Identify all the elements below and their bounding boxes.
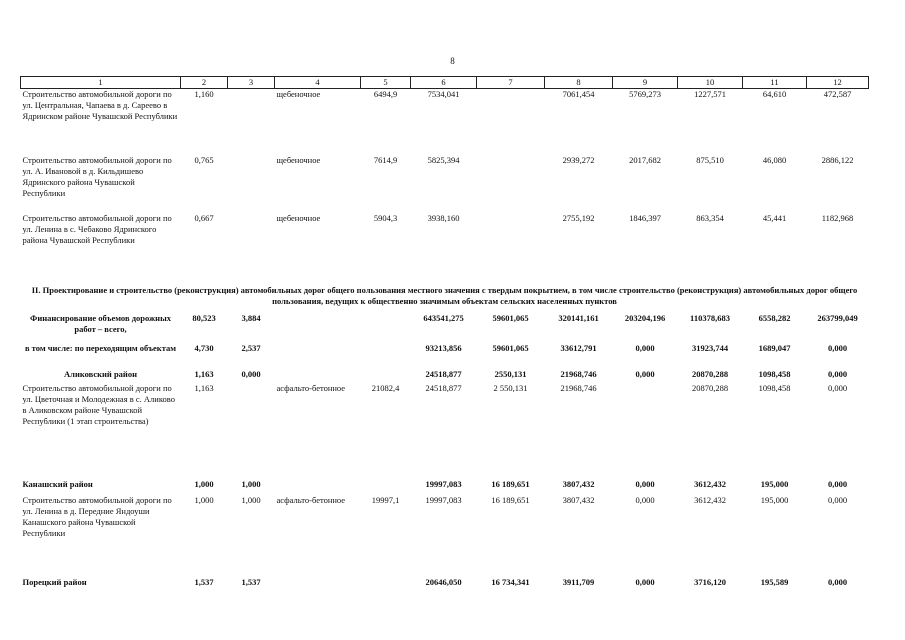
value-cell: 320141,161 (558, 312, 599, 323)
value-cell: 0,000 (635, 576, 655, 587)
value-cell (228, 155, 275, 213)
col-header: 12 (807, 77, 869, 89)
value-cell: 110378,683 (690, 312, 730, 323)
value-cell: 7061,454 (562, 89, 595, 99)
value-cell: 1227,571 (694, 89, 726, 99)
value-cell: 1846,397 (629, 212, 661, 223)
value-cell: 19997,083 (425, 494, 462, 505)
value-cell: асфальто-бетонное (276, 382, 346, 393)
value-cell: 0,667 (194, 212, 214, 223)
col-header: 7 (477, 77, 545, 89)
value-cell: 1,537 (194, 576, 214, 587)
value-cell (361, 577, 411, 593)
value-cell: 195,000 (760, 494, 789, 505)
col-header: 6 (411, 77, 477, 89)
value-cell: 24518,877 (425, 368, 462, 379)
value-cell: 3807,432 (562, 494, 595, 505)
value-cell: 0,000 (635, 494, 655, 505)
value-cell: 16 189,651 (491, 494, 530, 505)
value-cell: 195,000 (760, 478, 789, 489)
value-cell: 1,000 (241, 478, 261, 489)
value-cell: 0,000 (827, 478, 848, 489)
table-row (21, 479, 869, 495)
value-cell: 3,884 (241, 312, 261, 323)
value-cell (275, 369, 361, 383)
value-cell: 21968,746 (560, 382, 597, 393)
value-cell (361, 479, 411, 495)
value-cell: 0,000 (827, 368, 848, 379)
value-cell: 0,765 (194, 154, 214, 165)
value-cell: 3807,432 (562, 478, 595, 489)
table-row (21, 577, 869, 593)
value-cell (361, 369, 411, 383)
value-cell: 1,163 (194, 382, 214, 393)
value-cell: 31923,744 (691, 342, 729, 353)
value-cell: 3716,120 (694, 576, 726, 587)
value-cell: 1,000 (194, 494, 214, 505)
value-cell: щебеночное (276, 154, 321, 165)
row-name-cell: в том числе: по переходящим объектам (24, 342, 177, 353)
value-cell: 7614,9 (373, 154, 398, 165)
table-row (21, 343, 869, 369)
value-cell: асфальто-бетонное (276, 494, 346, 505)
col-header: 5 (361, 77, 411, 89)
table-row (21, 383, 869, 479)
col-header: 3 (228, 77, 275, 89)
value-cell: 19997,083 (425, 478, 462, 489)
value-cell: 64,610 (762, 89, 787, 99)
row-name-cell: Строительство автомобильной дороги по ул. А. Ивановой в д. Кильдишево Ядринского района Чувашской Республики (22, 154, 172, 198)
value-cell: 195,589 (760, 576, 789, 587)
row-name-cell: Порецкий район (22, 576, 87, 587)
value-cell: 2755,192 (562, 212, 595, 223)
value-cell: 0,000 (827, 382, 848, 393)
value-cell: 5904,3 (373, 212, 398, 223)
row-name-cell: Строительство автомобильной дороги по ул. Ленина в с. Чебаково Ядринского района Чувашской Республики (22, 212, 172, 245)
col-header: 10 (678, 77, 743, 89)
value-cell: 4,730 (194, 342, 214, 353)
value-cell (275, 577, 361, 593)
value-cell: 20646,050 (425, 576, 462, 587)
value-cell: 0,000 (635, 368, 655, 379)
value-cell: 0,000 (241, 368, 261, 379)
value-cell: 2017,682 (629, 154, 661, 165)
row-name-cell: Строительство автомобильной дороги по ул. Центральная, Чапаева в д. Сареево в Ядринском районе Чувашской Республики (22, 89, 178, 121)
section-row (21, 267, 869, 313)
value-cell: 0,000 (827, 342, 848, 353)
value-cell: 203204,196 (624, 312, 666, 323)
value-cell (361, 313, 411, 343)
value-cell: 21968,746 (560, 368, 597, 379)
col-header: 2 (181, 77, 228, 89)
column-number-row (21, 77, 869, 89)
value-cell (477, 155, 545, 213)
value-cell: 19997,1 (371, 494, 400, 505)
table-row (21, 369, 869, 383)
value-cell: щебеночное (276, 89, 321, 99)
value-cell: 2 550,131 (493, 382, 528, 393)
value-cell: 3612,432 (694, 494, 726, 505)
value-cell (228, 89, 275, 155)
table-row (21, 89, 869, 155)
value-cell: 3612,432 (694, 478, 726, 489)
section-title: II. Проектирование и строительство (реконструкция) автомобильных дорог общего пользования местного значения с твердым покрытием, в том числе строительство (реконструкция) автомобильных дорог общего пользования, ведущих к общественно значимым объектам сельских населенных пунктов (31, 284, 858, 306)
value-cell: 1,000 (194, 478, 214, 489)
value-cell (477, 213, 545, 267)
col-header: 11 (743, 77, 807, 89)
value-cell: 16 734,341 (491, 576, 530, 587)
value-cell: 24518,877 (425, 382, 462, 393)
row-name-cell: Строительство автомобильной дороги по ул. Ленина в д. Передние Яндоуши Канашского района Чувашской Республики (22, 494, 172, 538)
value-cell: 2550,131 (494, 368, 527, 379)
value-cell: 2886,122 (821, 154, 854, 165)
value-cell: 1,163 (194, 368, 214, 379)
value-cell: 20870,288 (691, 382, 729, 393)
table-row (21, 313, 869, 343)
value-cell: 472,587 (823, 89, 852, 99)
value-cell: 6558,282 (758, 312, 791, 323)
value-cell (228, 213, 275, 267)
value-cell: 1,537 (241, 576, 261, 587)
value-cell: 80,523 (192, 312, 216, 323)
value-cell: 1098,458 (758, 368, 791, 379)
page-number: 8 (450, 56, 455, 66)
value-cell: 0,000 (635, 478, 655, 489)
row-name-cell: Канашский район (22, 478, 93, 489)
value-cell: 1689,047 (758, 342, 791, 353)
value-cell: 3938,160 (427, 212, 460, 223)
value-cell (228, 383, 275, 479)
value-cell (275, 313, 361, 343)
value-cell: 7534,041 (427, 89, 460, 99)
value-cell (477, 89, 545, 155)
value-cell (361, 343, 411, 369)
value-cell: 0,000 (635, 342, 655, 353)
value-cell: 5825,394 (427, 154, 460, 165)
table-row (21, 213, 869, 267)
value-cell: 20870,288 (691, 368, 729, 379)
value-cell: 1098,458 (758, 382, 791, 393)
value-cell: 3911,709 (562, 576, 595, 587)
value-cell: 643541,275 (423, 312, 464, 323)
value-cell: 0,000 (827, 494, 848, 505)
program-table (20, 76, 869, 593)
value-cell: 263799,049 (817, 312, 858, 323)
value-cell: 5769,273 (629, 89, 661, 99)
value-cell: 46,080 (762, 154, 787, 165)
value-cell: щебеночное (276, 212, 321, 223)
row-name-cell: Строительство автомобильной дороги по ул. Цветочная и Молодежная в с. Аликово в Аликовском районе Чувашской Республики (1 этап строительства) (22, 382, 175, 426)
value-cell: 1,160 (194, 89, 214, 99)
value-cell: 1182,968 (821, 212, 854, 223)
row-name-cell: Аликовский район (64, 368, 137, 379)
value-cell (275, 479, 361, 495)
col-header: 8 (545, 77, 613, 89)
col-header: 9 (613, 77, 678, 89)
value-cell: 0,000 (827, 576, 848, 587)
value-cell: 2939,272 (562, 154, 595, 165)
value-cell (275, 343, 361, 369)
value-cell: 59601,065 (492, 342, 529, 353)
value-cell: 6494,9 (373, 89, 398, 99)
value-cell: 875,510 (696, 154, 724, 165)
col-header: 1 (21, 77, 181, 89)
table-row (21, 155, 869, 213)
row-name-cell: Финансирование объемов дорожных работ – всего, (30, 312, 171, 334)
col-header: 4 (275, 77, 361, 89)
value-cell: 59601,065 (492, 312, 529, 323)
table-row (21, 495, 869, 577)
value-cell: 1,000 (241, 494, 261, 505)
value-cell: 2,537 (241, 342, 261, 353)
value-cell: 16 189,651 (491, 478, 530, 489)
value-cell: 45,441 (762, 212, 787, 223)
value-cell: 33612,791 (560, 342, 597, 353)
value-cell: 93213,856 (425, 342, 462, 353)
value-cell: 21082,4 (371, 382, 400, 393)
value-cell (613, 383, 678, 479)
value-cell: 863,354 (696, 212, 724, 223)
